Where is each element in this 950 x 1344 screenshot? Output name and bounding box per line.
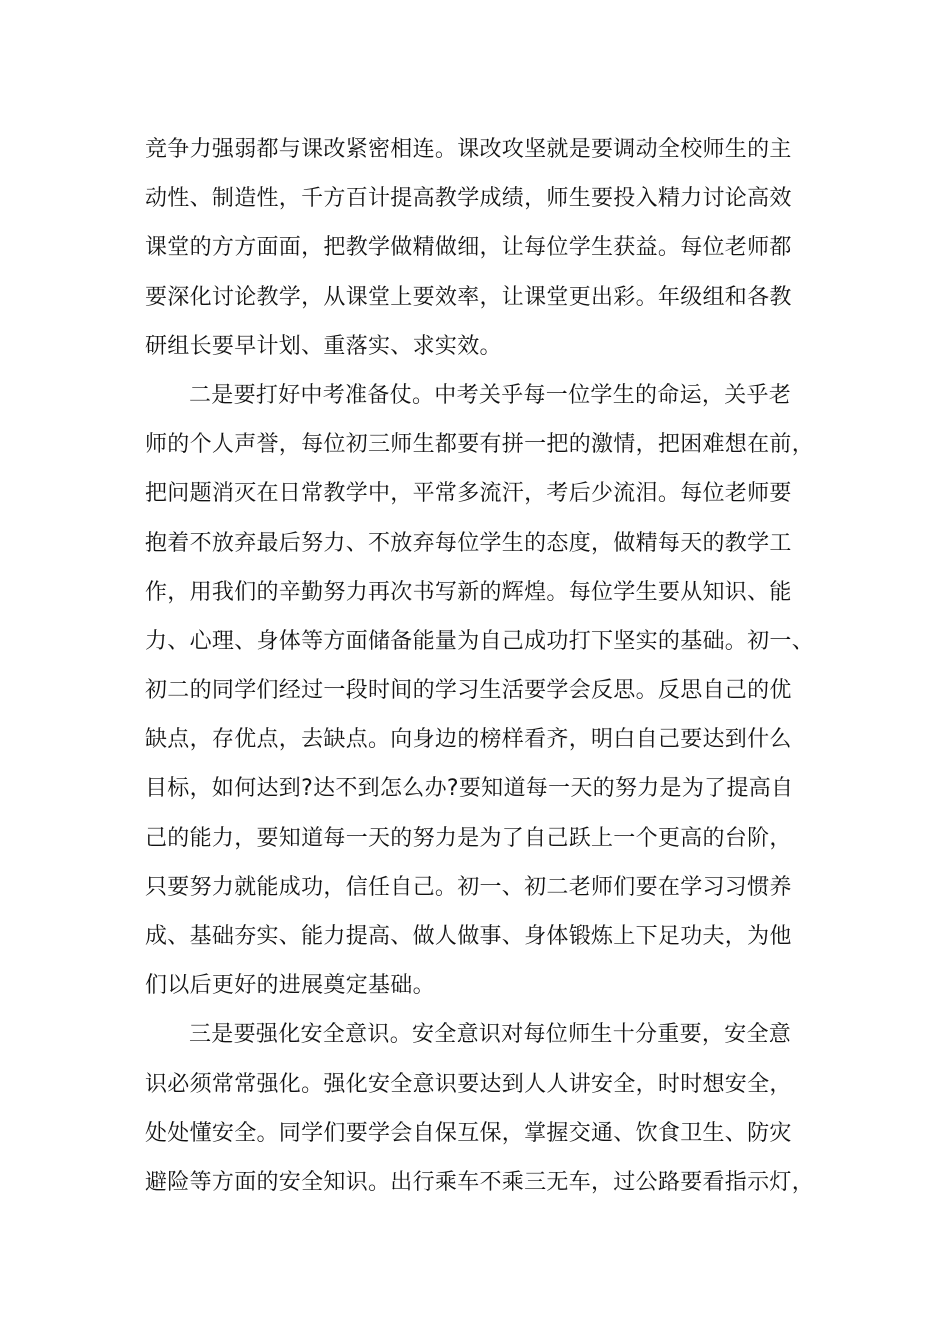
text-line: 把问题消灭在日常教学中，平常多流汗，考后少流泪。每位老师要 — [145, 481, 792, 507]
text-line: 成、基础夯实、能力提高、做人做事、身体锻炼上下足功夫，为他 — [145, 924, 792, 949]
text-line: 研组长要早计划、重落实、求实效。 — [145, 333, 502, 359]
paragraph-exam-preparation — [145, 371, 825, 1010]
text-line: 课堂的方方面面，把教学做精做细，让每位学生获益。每位老师都 — [145, 235, 792, 261]
text-line: 三是要强化安全意识。安全意识对每位师生十分重要，安全意 — [189, 1022, 792, 1048]
text-line: 初二的同学们经过一段时间的学习生活要学会反思。反思自己的优 — [145, 678, 792, 704]
text-line: 们以后更好的进展奠定基础。 — [145, 973, 435, 999]
body-text — [145, 125, 825, 1207]
text-line: 抱着不放弃最后努力、不放弃每位学生的态度，做精每天的教学工 — [145, 530, 792, 556]
text-line: 己的能力，要知道每一天的努力是为了自己跃上一个更高的台阶， — [145, 825, 792, 851]
text-line: 二是要打好中考准备仗。中考关乎每一位学生的命运，关乎老 — [189, 382, 792, 408]
text-line: 力、心理、身体等方面储备能量为自己成功打下坚实的基础。初一、 — [145, 628, 815, 654]
text-line: 竞争力强弱都与课改紧密相连。课改攻坚就是要调动全校师生的主 — [145, 137, 792, 162]
text-line: 只要努力就能成功，信任自己。初一、初二老师们要在学习习惯养 — [145, 874, 792, 900]
text-line: 师的个人声誉，每位初三师生都要有拼一把的激情，把困难想在前， — [145, 432, 815, 458]
text-line: 作，用我们的辛勤努力再次书写新的辉煌。每位学生要从知识、能 — [145, 579, 792, 605]
paragraph-safety-awareness — [145, 1010, 825, 1207]
text-line: 处处懂安全。同学们要学会自保互保，掌握交通、饮食卫生、防灾 — [145, 1120, 792, 1146]
text-line: 缺点，存优点，去缺点。向身边的榜样看齐，明白自己要达到什么 — [145, 727, 792, 753]
paragraph-course-reform — [145, 125, 825, 371]
text-line: 避险等方面的安全知识。出行乘车不乘三无车，过公路要看指示灯， — [145, 1169, 815, 1195]
text-line: 动性、制造性，千方百计提高教学成绩，师生要投入精力讨论高效 — [145, 186, 792, 212]
text-line: 识必须常常强化。强化安全意识要达到人人讲安全，时时想安全， — [145, 1071, 792, 1097]
text-line: 目标，如何达到?达不到怎么办?要知道每一天的努力是为了提高自 — [145, 776, 794, 802]
text-line: 要深化讨论教学，从课堂上要效率，让课堂更出彩。年级组和各教 — [145, 284, 792, 310]
